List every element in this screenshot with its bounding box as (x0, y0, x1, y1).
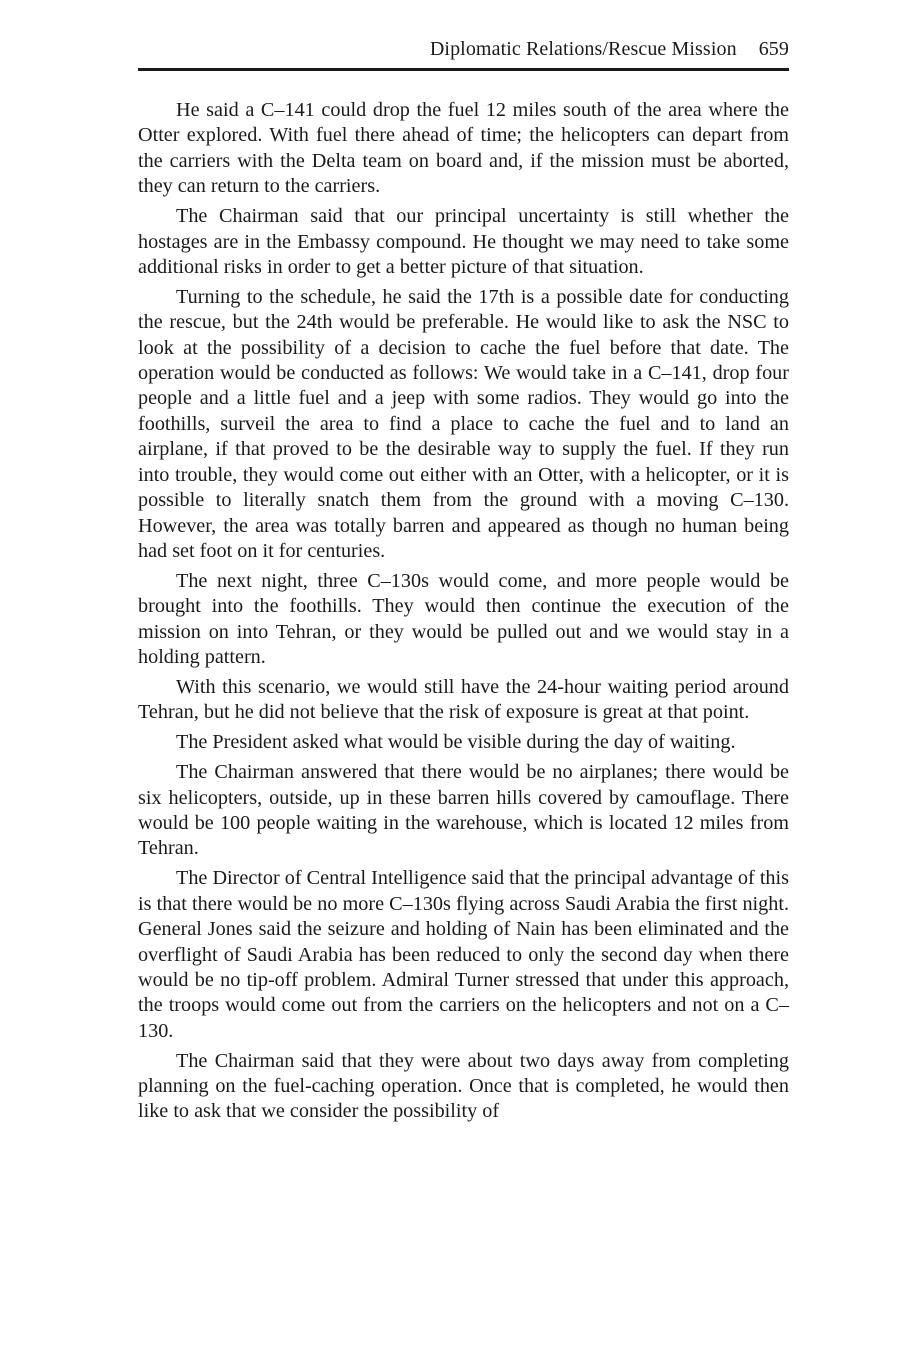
paragraph-8: The Director of Central Intelligence said that the principal advantage of this is that there would be no more C–130s flying across Saudi Arabia the first night. General Jones said the seizure and holding of Nain has been eliminated and the overflight of Saudi Arabia has been reduced to only the second day when there would be no tip-off problem. Admiral Turner stressed that under this approach, the troops would come out from the carriers on the helicopters and not on a C–130. (138, 867, 789, 1042)
paragraph-5: With this scenario, we would still have the 24-hour waiting period around Tehran, but he did not believe that the risk of exposure is great at that point. (138, 675, 789, 724)
header-rule (138, 68, 789, 71)
paragraph-2: The Chairman said that our principal uncertainty is still whether the hostages are in the Embassy compound. He thought we may need to take some additional risks in order to get a better picture of that situation. (138, 205, 789, 278)
paragraph-1: He said a C–141 could drop the fuel 12 miles south of the area where the Otter explored. With fuel there ahead of time; the helicopters can depart from the carriers with the Delta team on board and, if the mission must be aborted, they can return to the carriers. (138, 99, 789, 198)
running-head-title: Diplomatic Relations/Rescue Mission (429, 38, 737, 60)
paragraph-6: The President asked what would be visible during the day of waiting. (176, 731, 736, 754)
paragraph-9: The Chairman said that they were about two days away from completing planning on the fuel-caching operation. Once that is completed, he would then like to ask that we consider the possibility of (138, 1049, 789, 1123)
page-number: 659 (758, 38, 789, 60)
paragraph-7: The Chairman answered that there would be no airplanes; there would be six helicopters, outside, up in these barren hills covered by camouflage. There would be 100 people waiting in the warehouse, which is located 12 miles from Tehran. (138, 761, 789, 860)
running-header (138, 34, 789, 64)
paragraph-3: Turning to the schedule, he said the 17th is a possible date for conducting the rescue, but the 24th would be preferable. He would like to ask the NSC to look at the possibility of a decision to cache the fuel before that date. The operation would be conducted as follows: We would take in a C–141, drop four people and a little fuel and a jeep with some radios. They would go into the foothills, surveil the area to find a place to cache the fuel and to land an airplane, if that proved to be the desirable way to supply the fuel. If they run into trouble, they would come out either with an Otter, with a helicopter, or it is possible to literally snatch them from the ground with a moving C–130. However, the area was totally barren and appeared as though no human being had set foot on it for centuries. (138, 285, 789, 562)
body-text (138, 98, 789, 1125)
document-page (138, 34, 789, 1129)
paragraph-4: The next night, three C–130s would come, and more people would be brought into the foothills. They would then continue the execution of the mission on into Tehran, or they would be pulled out and we would stay in a holding pattern. (138, 569, 789, 669)
